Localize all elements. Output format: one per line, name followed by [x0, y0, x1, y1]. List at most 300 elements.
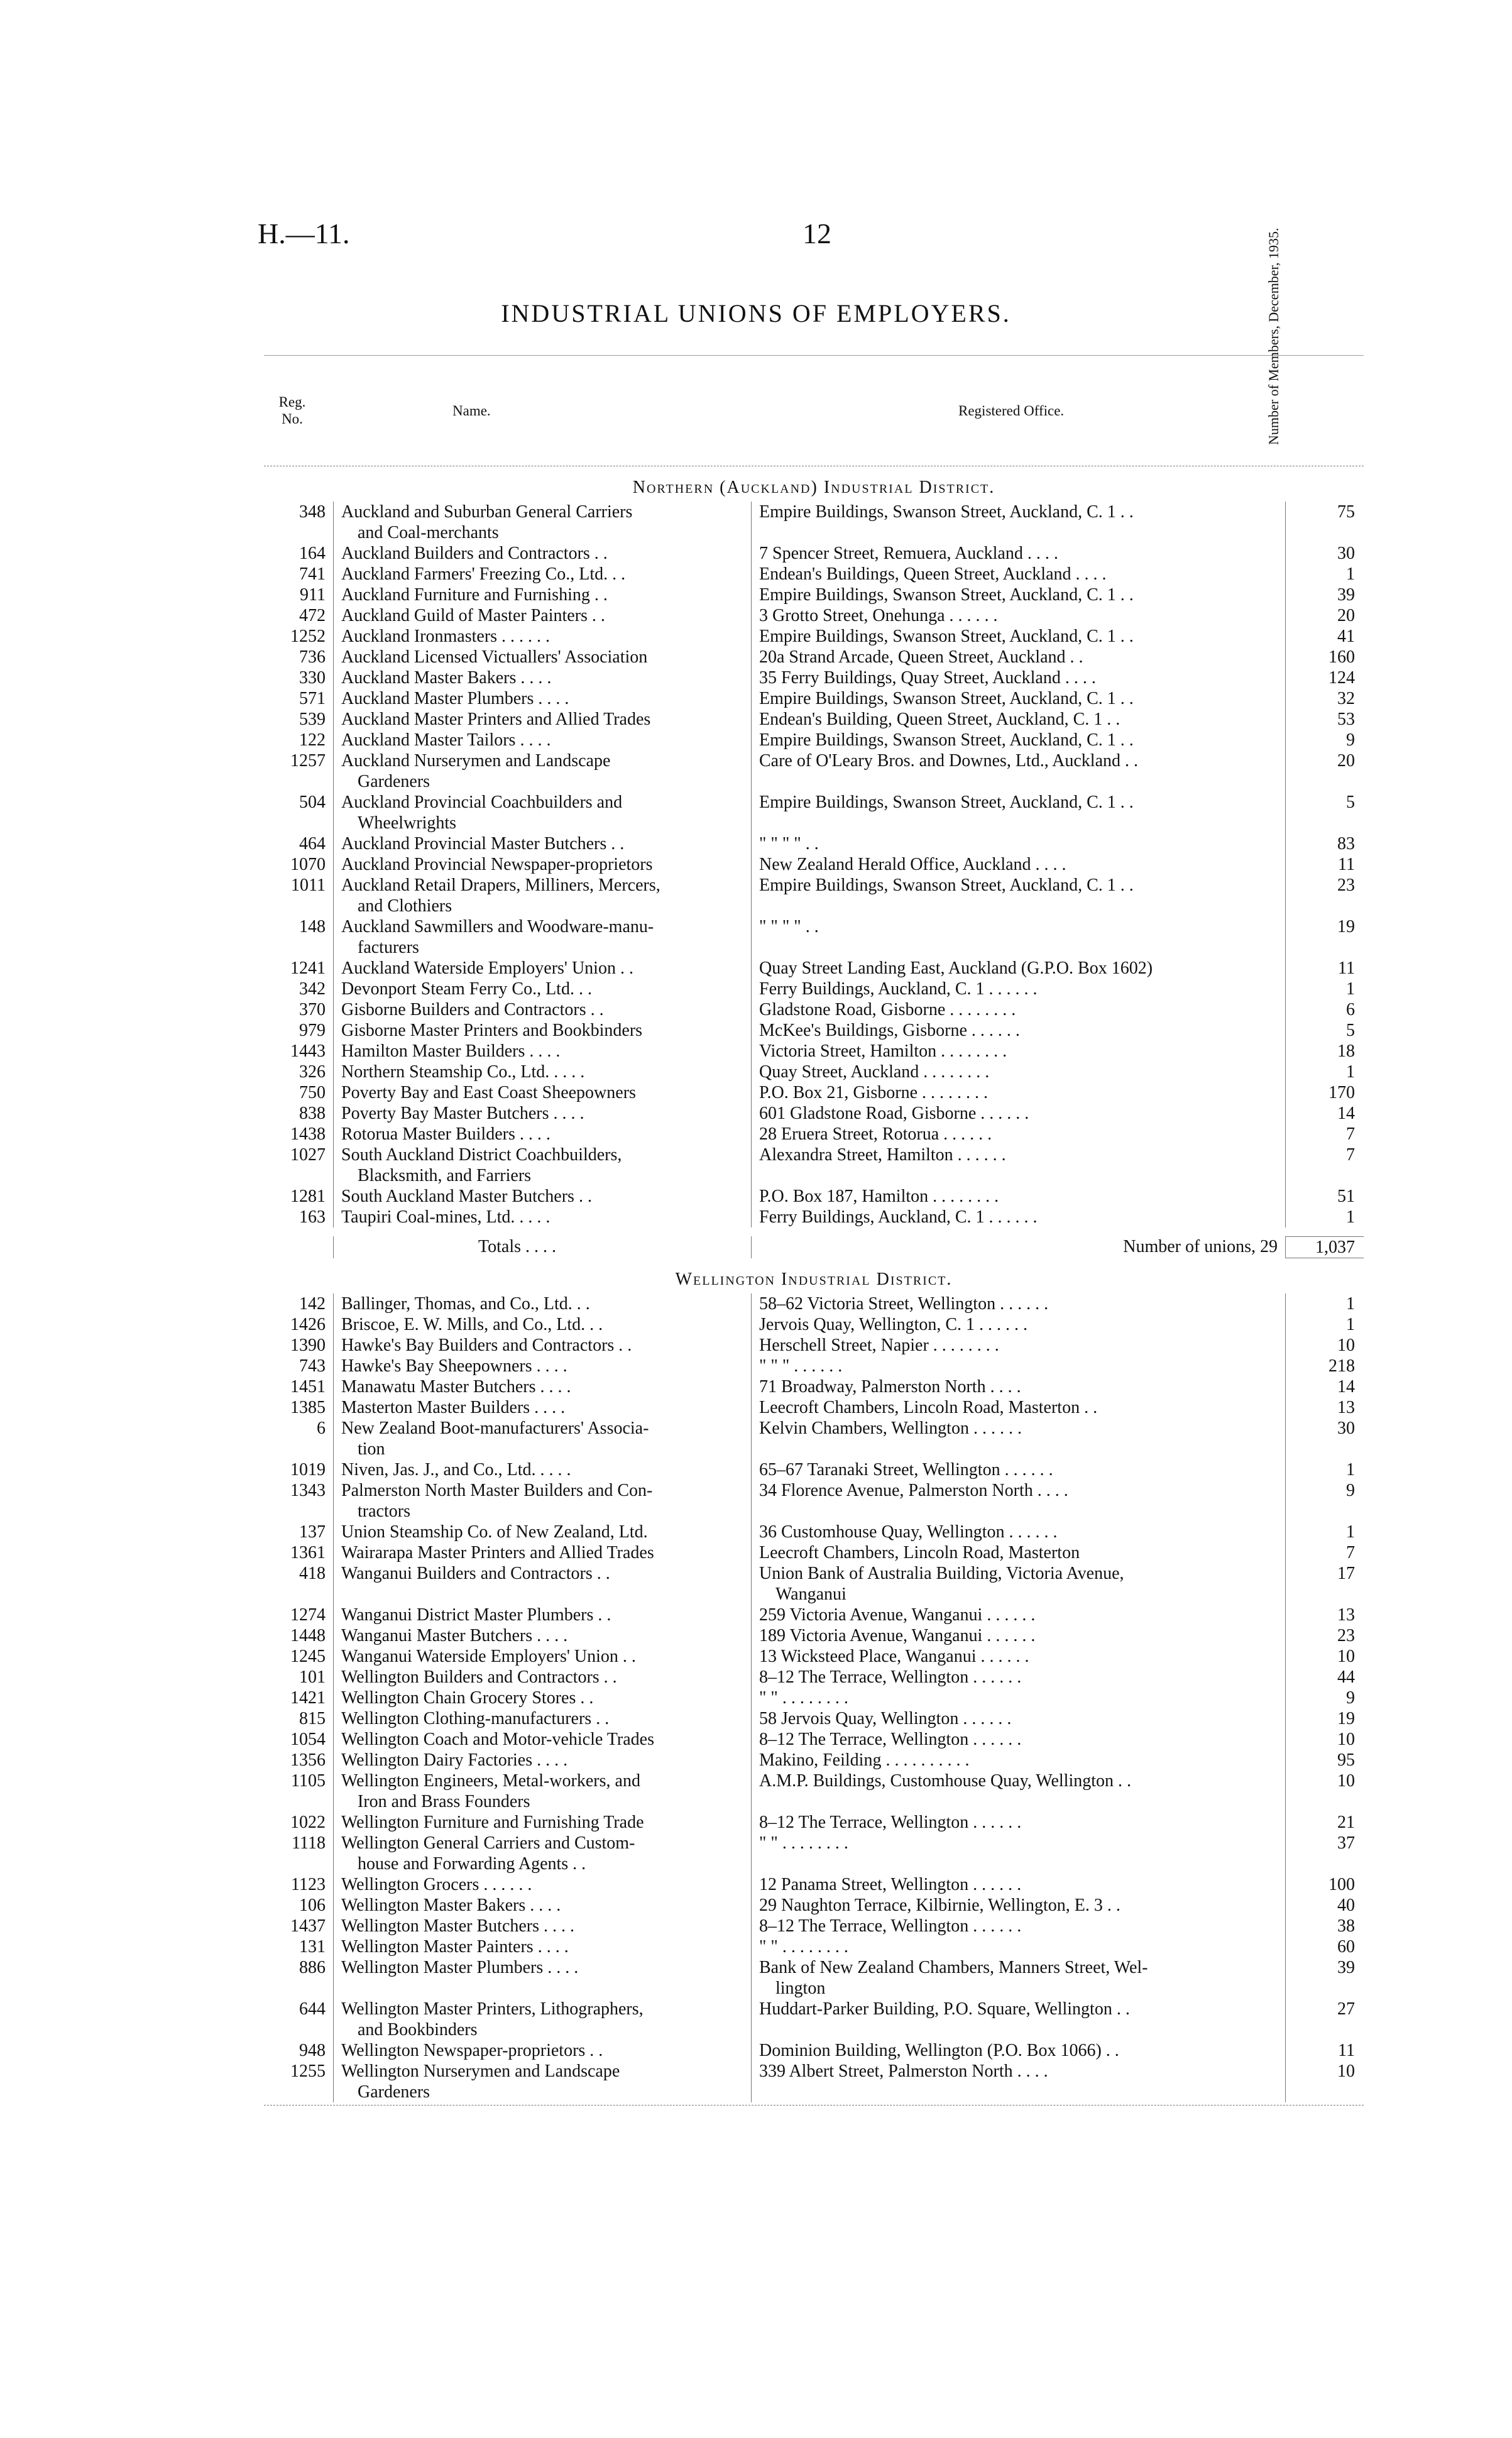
- reg-number: 163: [299, 1207, 326, 1227]
- union-name-continued: tractors: [358, 1502, 410, 1521]
- table-row: [264, 564, 1364, 585]
- union-name-cell: [333, 1522, 751, 1542]
- registered-office: " " . . . . . . . .: [759, 1937, 848, 1957]
- union-name: Poverty Bay and East Coast Sheepowners: [341, 1083, 636, 1102]
- union-name-cell: [333, 543, 751, 564]
- reg-number: 1281: [290, 1187, 326, 1206]
- union-name-continued: Iron and Brass Founders: [358, 1792, 530, 1811]
- table-row: [264, 1103, 1364, 1124]
- registered-office: Empire Buildings, Swanson Street, Auckland, C. 1 . .: [759, 585, 1134, 605]
- member-count: 1: [1285, 1293, 1364, 1314]
- table-row: [264, 1563, 1364, 1605]
- table-row: [264, 1335, 1364, 1356]
- registered-office: Ferry Buildings, Auckland, C. 1 . . . . . .: [759, 979, 1038, 999]
- member-count: 5: [1285, 1020, 1364, 1041]
- registered-office-cell: [751, 1812, 1285, 1833]
- registered-office-cell: [751, 1771, 1285, 1812]
- union-name: Wairarapa Master Printers and Allied Trades: [341, 1543, 654, 1562]
- table-row: [264, 1124, 1364, 1145]
- registered-office: 339 Albert Street, Palmerston North . . . .: [759, 2062, 1048, 2081]
- registered-office-cell: [751, 1729, 1285, 1750]
- union-name-cell: [333, 1605, 751, 1625]
- reg-number: 464: [299, 834, 326, 854]
- union-name-cell: [333, 1103, 751, 1124]
- union-name: Wellington Builders and Contractors . .: [341, 1667, 617, 1687]
- reg-number: 131: [299, 1937, 326, 1957]
- registered-office: Empire Buildings, Swanson Street, Auckland, C. 1 . .: [759, 502, 1134, 522]
- union-name: Auckland Waterside Employers' Union . .: [341, 958, 633, 978]
- union-name: South Auckland District Coachbuilders,: [341, 1145, 622, 1165]
- union-name-cell: [333, 958, 751, 979]
- reg-number: 1356: [290, 1750, 326, 1770]
- union-name: Auckland Farmers' Freezing Co., Ltd. . .: [341, 564, 626, 584]
- union-name-cell: [333, 1708, 751, 1729]
- table-row: [264, 1062, 1364, 1082]
- reg-number: 342: [299, 979, 326, 999]
- registered-office: Ferry Buildings, Auckland, C. 1 . . . . . .: [759, 1207, 1038, 1227]
- union-name-cell: [333, 792, 751, 833]
- union-name: Wellington Master Plumbers . . . .: [341, 1958, 579, 1977]
- union-name: Auckland Nurserymen and Landscape: [341, 751, 611, 771]
- member-count: 9: [1285, 730, 1364, 750]
- reg-number: 539: [299, 710, 326, 729]
- member-count: 11: [1285, 2040, 1364, 2061]
- union-name-cell: [333, 1459, 751, 1480]
- member-count: 83: [1285, 833, 1364, 854]
- registered-office-cell: [751, 1145, 1285, 1186]
- member-count: 32: [1285, 688, 1364, 709]
- member-count: 60: [1285, 1936, 1364, 1957]
- union-name-cell: [333, 1542, 751, 1563]
- member-count: 17: [1285, 1563, 1364, 1605]
- registered-office-cell: [751, 585, 1285, 605]
- union-name: Auckland Provincial Coachbuilders and: [341, 793, 623, 812]
- table-row: [264, 1957, 1364, 1999]
- member-count: 5: [1285, 792, 1364, 833]
- table-row: [264, 667, 1364, 688]
- union-name-cell: [333, 1418, 751, 1459]
- registered-office-cell: [751, 1041, 1285, 1062]
- registered-office-cell: [751, 1376, 1285, 1397]
- union-name: Northern Steamship Co., Ltd. . . . .: [341, 1062, 585, 1082]
- reg-number: 142: [299, 1294, 326, 1314]
- member-count: 9: [1285, 1480, 1364, 1522]
- table-row: [264, 1812, 1364, 1833]
- reg-number: 326: [299, 1062, 326, 1082]
- registered-office: Empire Buildings, Swanson Street, Auckland, C. 1 . .: [759, 627, 1134, 646]
- registered-office-cell: [751, 1186, 1285, 1207]
- member-count: 30: [1285, 1418, 1364, 1459]
- union-name-cell: [333, 916, 751, 958]
- reg-number: 1451: [290, 1377, 326, 1397]
- registered-office: 8–12 The Terrace, Wellington . . . . . .: [759, 1916, 1022, 1936]
- union-name: Poverty Bay Master Butchers . . . .: [341, 1104, 584, 1123]
- registered-office: Dominion Building, Wellington (P.O. Box 1066) . .: [759, 2041, 1119, 2060]
- registered-office: 3 Grotto Street, Onehunga . . . . . .: [759, 606, 998, 625]
- registered-office-cell: [751, 1356, 1285, 1376]
- member-count: 10: [1285, 1335, 1364, 1356]
- reg-number: 1390: [290, 1336, 326, 1355]
- registered-office-cell: [751, 1605, 1285, 1625]
- registered-office-cell: [751, 1103, 1285, 1124]
- union-name-cell: [333, 1812, 751, 1833]
- table-row: [264, 688, 1364, 709]
- registered-office-cell: [751, 626, 1285, 647]
- union-name-cell: [333, 875, 751, 916]
- reg-number: 1361: [290, 1543, 326, 1562]
- union-name-cell: [333, 1020, 751, 1041]
- union-name: Auckland Furniture and Furnishing . .: [341, 585, 608, 605]
- reg-number: 1421: [290, 1688, 326, 1708]
- registered-office-cell: [751, 792, 1285, 833]
- table-row: [264, 1729, 1364, 1750]
- table-row: [264, 1145, 1364, 1186]
- union-name: Wellington Dairy Factories . . . .: [341, 1750, 568, 1770]
- registered-office-cell: [751, 1895, 1285, 1916]
- registered-office-cell: [751, 1522, 1285, 1542]
- union-name-cell: [333, 1145, 751, 1186]
- reg-number: 504: [299, 793, 326, 812]
- union-name-cell: [333, 833, 751, 854]
- member-count: 51: [1285, 1186, 1364, 1207]
- table-row: [264, 750, 1364, 792]
- union-name-cell: [333, 647, 751, 667]
- registered-office-cell: [751, 1667, 1285, 1688]
- member-count: 38: [1285, 1916, 1364, 1936]
- member-count: 1: [1285, 979, 1364, 999]
- table-row: [264, 1082, 1364, 1103]
- member-count: 160: [1285, 647, 1364, 667]
- reg-number: 137: [299, 1522, 326, 1542]
- registered-office: 601 Gladstone Road, Gisborne . . . . . .: [759, 1104, 1029, 1123]
- table-row: [264, 1522, 1364, 1542]
- table-row: [264, 1041, 1364, 1062]
- member-count: 100: [1285, 1874, 1364, 1895]
- reg-number: 472: [299, 606, 326, 625]
- reg-number: 1343: [290, 1481, 326, 1500]
- union-name: Gisborne Builders and Contractors . .: [341, 1000, 604, 1019]
- union-name-cell: [333, 1771, 751, 1812]
- registered-office-cell: [751, 916, 1285, 958]
- union-name: Wellington Chain Grocery Stores . .: [341, 1688, 594, 1708]
- totals-union-count: Number of unions, 29: [751, 1236, 1285, 1258]
- registered-office: " " " " . .: [759, 917, 819, 936]
- union-name: Wellington Engineers, Metal-workers, and: [341, 1771, 640, 1791]
- registered-office: " " " " . .: [759, 834, 819, 854]
- registered-office: Empire Buildings, Swanson Street, Auckland, C. 1 . .: [759, 876, 1134, 895]
- reg-number: 1385: [290, 1398, 326, 1417]
- table-row: [264, 605, 1364, 626]
- reg-number: 1105: [291, 1771, 326, 1791]
- member-count: 11: [1285, 958, 1364, 979]
- member-count: 44: [1285, 1667, 1364, 1688]
- union-name-cell: [333, 1957, 751, 1999]
- union-name-continued: and Coal-merchants: [358, 523, 499, 542]
- member-count: 37: [1285, 1833, 1364, 1874]
- union-name: Briscoe, E. W. Mills, and Co., Ltd. . .: [341, 1315, 603, 1334]
- registered-office-cell: [751, 1207, 1285, 1227]
- registered-office: 65–67 Taranaki Street, Wellington . . . . . .: [759, 1460, 1053, 1480]
- reg-number: 1019: [290, 1460, 326, 1480]
- union-name-continued: Gardeners: [358, 772, 430, 791]
- reg-number: 1255: [290, 2062, 326, 2081]
- registered-office: 13 Wicksteed Place, Wanganui . . . . . .: [759, 1647, 1029, 1666]
- union-name: Auckland Ironmasters . . . . . .: [341, 627, 551, 646]
- table-row: [264, 1833, 1364, 1874]
- reg-number: 979: [299, 1021, 326, 1040]
- page-reference: H.—11.: [258, 217, 350, 250]
- reg-number: 948: [299, 2041, 326, 2060]
- reg-number: 911: [300, 585, 326, 605]
- union-name-cell: [333, 585, 751, 605]
- registered-office: Care of O'Leary Bros. and Downes, Ltd., Auckland . .: [759, 751, 1139, 771]
- table-row: [264, 1293, 1364, 1314]
- registered-office-cell: [751, 1999, 1285, 2040]
- table-row: [264, 916, 1364, 958]
- union-name-cell: [333, 1207, 751, 1227]
- registered-office: A.M.P. Buildings, Customhouse Quay, Wellington . .: [759, 1771, 1132, 1791]
- member-count: 53: [1285, 709, 1364, 730]
- union-name: Wellington Newspaper-proprietors . .: [341, 2041, 603, 2060]
- union-name: South Auckland Master Butchers . .: [341, 1187, 592, 1206]
- table-row: [264, 626, 1364, 647]
- union-name-cell: [333, 1082, 751, 1103]
- union-name: Wellington Grocers . . . . . .: [341, 1875, 532, 1894]
- reg-number: 164: [299, 544, 326, 563]
- union-name: Wanganui Master Butchers . . . .: [341, 1626, 568, 1645]
- union-name: Gisborne Master Printers and Bookbinders: [341, 1021, 643, 1040]
- table-row: [264, 647, 1364, 667]
- union-name-continued: Blacksmith, and Farriers: [358, 1166, 532, 1185]
- registered-office-cell: [751, 1397, 1285, 1418]
- table-row: [264, 2061, 1364, 2102]
- registered-office: 35 Ferry Buildings, Quay Street, Auckland . . . .: [759, 668, 1096, 688]
- reg-number: 101: [299, 1667, 326, 1687]
- table-row: [264, 1020, 1364, 1041]
- registered-office: Gladstone Road, Gisborne . . . . . . . .: [759, 1000, 1016, 1019]
- union-name-continued: and Clothiers: [358, 896, 452, 916]
- registered-office-cell: [751, 979, 1285, 999]
- registered-office: 7 Spencer Street, Remuera, Auckland . . . .: [759, 544, 1058, 563]
- registered-office: Leecroft Chambers, Lincoln Road, Masterton . .: [759, 1398, 1098, 1417]
- union-name: Wellington Nurserymen and Landscape: [341, 2062, 620, 2081]
- registered-office: 8–12 The Terrace, Wellington . . . . . .: [759, 1813, 1022, 1832]
- section-title: Northern (Auckland) Industrial District.: [632, 478, 995, 497]
- union-name-cell: [333, 709, 751, 730]
- reg-number: 330: [299, 668, 326, 688]
- registered-office: 34 Florence Avenue, Palmerston North . . . .: [759, 1481, 1068, 1500]
- registered-office-cell: [751, 688, 1285, 709]
- union-name: Auckland Provincial Newspaper-proprietors: [341, 855, 653, 874]
- member-count: 124: [1285, 667, 1364, 688]
- reg-number: 815: [299, 1709, 326, 1728]
- table-row: [264, 730, 1364, 750]
- reg-number: 1118: [292, 1833, 326, 1853]
- union-name-cell: [333, 1625, 751, 1646]
- registered-office: Jervois Quay, Wellington, C. 1 . . . . . .: [759, 1315, 1028, 1334]
- member-count: 6: [1285, 999, 1364, 1020]
- member-count: 27: [1285, 1999, 1364, 2040]
- member-count: 7: [1285, 1124, 1364, 1145]
- member-count: 23: [1285, 1625, 1364, 1646]
- reg-number: 106: [299, 1896, 326, 1915]
- reg-number: 750: [299, 1083, 326, 1102]
- union-name: Hawke's Bay Builders and Contractors . .: [341, 1336, 632, 1355]
- union-name: Wellington Master Printers, Lithographers,: [341, 1999, 644, 2019]
- reg-number: 1448: [290, 1626, 326, 1645]
- totals-blank: [264, 1236, 333, 1258]
- union-name: Auckland Guild of Master Painters . .: [341, 606, 605, 625]
- registered-office-cell: [751, 1020, 1285, 1041]
- reg-number: 1257: [290, 751, 326, 771]
- union-name-cell: [333, 1936, 751, 1957]
- registered-office: Victoria Street, Hamilton . . . . . . . .: [759, 1041, 1007, 1061]
- member-count: 7: [1285, 1145, 1364, 1186]
- union-name-continued: Gardeners: [358, 2082, 430, 2102]
- table-row: [264, 875, 1364, 916]
- union-name-continued: Wheelwrights: [358, 813, 457, 833]
- registered-office: New Zealand Herald Office, Auckland . . . .: [759, 855, 1066, 874]
- reg-number: 741: [299, 564, 326, 584]
- union-name: Niven, Jas. J., and Co., Ltd. . . . .: [341, 1460, 571, 1480]
- member-count: 95: [1285, 1750, 1364, 1771]
- member-count: 1: [1285, 1207, 1364, 1227]
- union-name-continued: tion: [358, 1439, 385, 1459]
- registered-office: " " . . . . . . . .: [759, 1688, 848, 1708]
- registered-office: 58 Jervois Quay, Wellington . . . . . .: [759, 1709, 1012, 1728]
- table-row: [264, 1916, 1364, 1936]
- reg-number: 6: [317, 1419, 326, 1438]
- member-count: 1: [1285, 1062, 1364, 1082]
- registered-office-cell: [751, 1708, 1285, 1729]
- registered-office-cell: [751, 1335, 1285, 1356]
- column-header-name: Name.: [452, 403, 491, 419]
- registered-office: Kelvin Chambers, Wellington . . . . . .: [759, 1419, 1022, 1438]
- registered-office-cell: [751, 1563, 1285, 1605]
- registered-office: Empire Buildings, Swanson Street, Auckland, C. 1 . .: [759, 689, 1134, 708]
- table-row: [264, 1895, 1364, 1916]
- table-row: [264, 833, 1364, 854]
- union-name-cell: [333, 750, 751, 792]
- registered-office-cell: [751, 1293, 1285, 1314]
- union-name-cell: [333, 626, 751, 647]
- union-name-cell: [333, 1356, 751, 1376]
- reg-number: 644: [299, 1999, 326, 2019]
- union-name: Auckland Builders and Contractors . .: [341, 544, 608, 563]
- union-name-cell: [333, 1874, 751, 1895]
- reg-number: 1438: [290, 1124, 326, 1144]
- table-row: [264, 1605, 1364, 1625]
- table-row: [264, 502, 1364, 543]
- registered-office-cell: [751, 2040, 1285, 2061]
- member-count: 1: [1285, 1522, 1364, 1542]
- registered-office-cell: [751, 730, 1285, 750]
- union-name-cell: [333, 999, 751, 1020]
- union-name-cell: [333, 1293, 751, 1314]
- registered-office-cell: [751, 605, 1285, 626]
- union-name: Ballinger, Thomas, and Co., Ltd. . .: [341, 1294, 590, 1314]
- registered-office-cell: [751, 1688, 1285, 1708]
- member-count: 20: [1285, 750, 1364, 792]
- union-name: Rotorua Master Builders . . . .: [341, 1124, 551, 1144]
- union-name: Auckland Master Printers and Allied Trades: [341, 710, 651, 729]
- union-name-cell: [333, 1729, 751, 1750]
- registered-office-cell: [751, 2061, 1285, 2102]
- registered-office: 29 Naughton Terrace, Kilbirnie, Wellington, E. 3 . .: [759, 1896, 1120, 1915]
- union-name: Auckland Master Tailors . . . .: [341, 730, 551, 750]
- member-count: 39: [1285, 1957, 1364, 1999]
- reg-number: 1022: [290, 1813, 326, 1832]
- member-count: 9: [1285, 1688, 1364, 1708]
- registered-office: 71 Broadway, Palmerston North . . . .: [759, 1377, 1021, 1397]
- registered-office-cell: [751, 1916, 1285, 1936]
- reg-number: 1241: [290, 958, 326, 978]
- registered-office: Union Bank of Australia Building, Victoria Avenue,: [759, 1564, 1124, 1583]
- registered-office: 58–62 Victoria Street, Wellington . . . . . .: [759, 1294, 1049, 1314]
- reg-number: 838: [299, 1104, 326, 1123]
- table-row: [264, 1708, 1364, 1729]
- union-name-cell: [333, 1646, 751, 1667]
- table-row: [264, 1874, 1364, 1895]
- member-count: 1: [1285, 1314, 1364, 1335]
- member-count: 1: [1285, 564, 1364, 585]
- member-count: 39: [1285, 585, 1364, 605]
- reg-number: 571: [299, 689, 326, 708]
- column-header-office: Registered Office.: [958, 403, 1065, 419]
- union-name-cell: [333, 1186, 751, 1207]
- member-count: 20: [1285, 605, 1364, 626]
- member-count: 7: [1285, 1542, 1364, 1563]
- table-row: [264, 1207, 1364, 1227]
- union-name: Manawatu Master Butchers . . . .: [341, 1377, 571, 1397]
- registered-office-cell: [751, 1459, 1285, 1480]
- table-row: [264, 1542, 1364, 1563]
- table-row: [264, 709, 1364, 730]
- registered-office: 8–12 The Terrace, Wellington . . . . . .: [759, 1730, 1022, 1749]
- union-name-cell: [333, 1124, 751, 1145]
- member-count: 10: [1285, 1646, 1364, 1667]
- union-name: Union Steamship Co. of New Zealand, Ltd.: [341, 1522, 648, 1542]
- registered-office-cell: [751, 1646, 1285, 1667]
- reg-number: 1011: [291, 876, 326, 895]
- union-name: Wellington Furniture and Furnishing Trade: [341, 1813, 644, 1832]
- registered-office: 259 Victoria Avenue, Wanganui . . . . . .: [759, 1605, 1036, 1625]
- registered-office: Herschell Street, Napier . . . . . . . .: [759, 1336, 999, 1355]
- union-name-continued: and Bookbinders: [358, 2020, 478, 2040]
- union-name: Wanganui Waterside Employers' Union . .: [341, 1647, 636, 1666]
- registered-office: Quay Street Landing East, Auckland (G.P.O. Box 1602): [759, 958, 1153, 978]
- reg-number: 886: [299, 1958, 326, 1977]
- union-name-cell: [333, 1895, 751, 1916]
- union-name-cell: [333, 1062, 751, 1082]
- member-count: 10: [1285, 1771, 1364, 1812]
- union-name: Auckland Licensed Victuallers' Association: [341, 647, 648, 667]
- table-row: [264, 1750, 1364, 1771]
- table-row: [264, 1356, 1364, 1376]
- registered-office-cell: [751, 1957, 1285, 1999]
- union-name: Auckland Master Plumbers . . . .: [341, 689, 569, 708]
- member-count: 41: [1285, 626, 1364, 647]
- union-name: Wellington Master Painters . . . .: [341, 1937, 569, 1957]
- reg-number: 1123: [291, 1875, 326, 1894]
- registered-office: 8–12 The Terrace, Wellington . . . . . .: [759, 1667, 1022, 1687]
- registered-office: Alexandra Street, Hamilton . . . . . .: [759, 1145, 1006, 1165]
- reg-number: 348: [299, 502, 326, 522]
- union-name: Taupiri Coal-mines, Ltd. . . . .: [341, 1207, 551, 1227]
- union-name: Masterton Master Builders . . . .: [341, 1398, 566, 1417]
- union-name-cell: [333, 1833, 751, 1874]
- registered-office-cell: [751, 1936, 1285, 1957]
